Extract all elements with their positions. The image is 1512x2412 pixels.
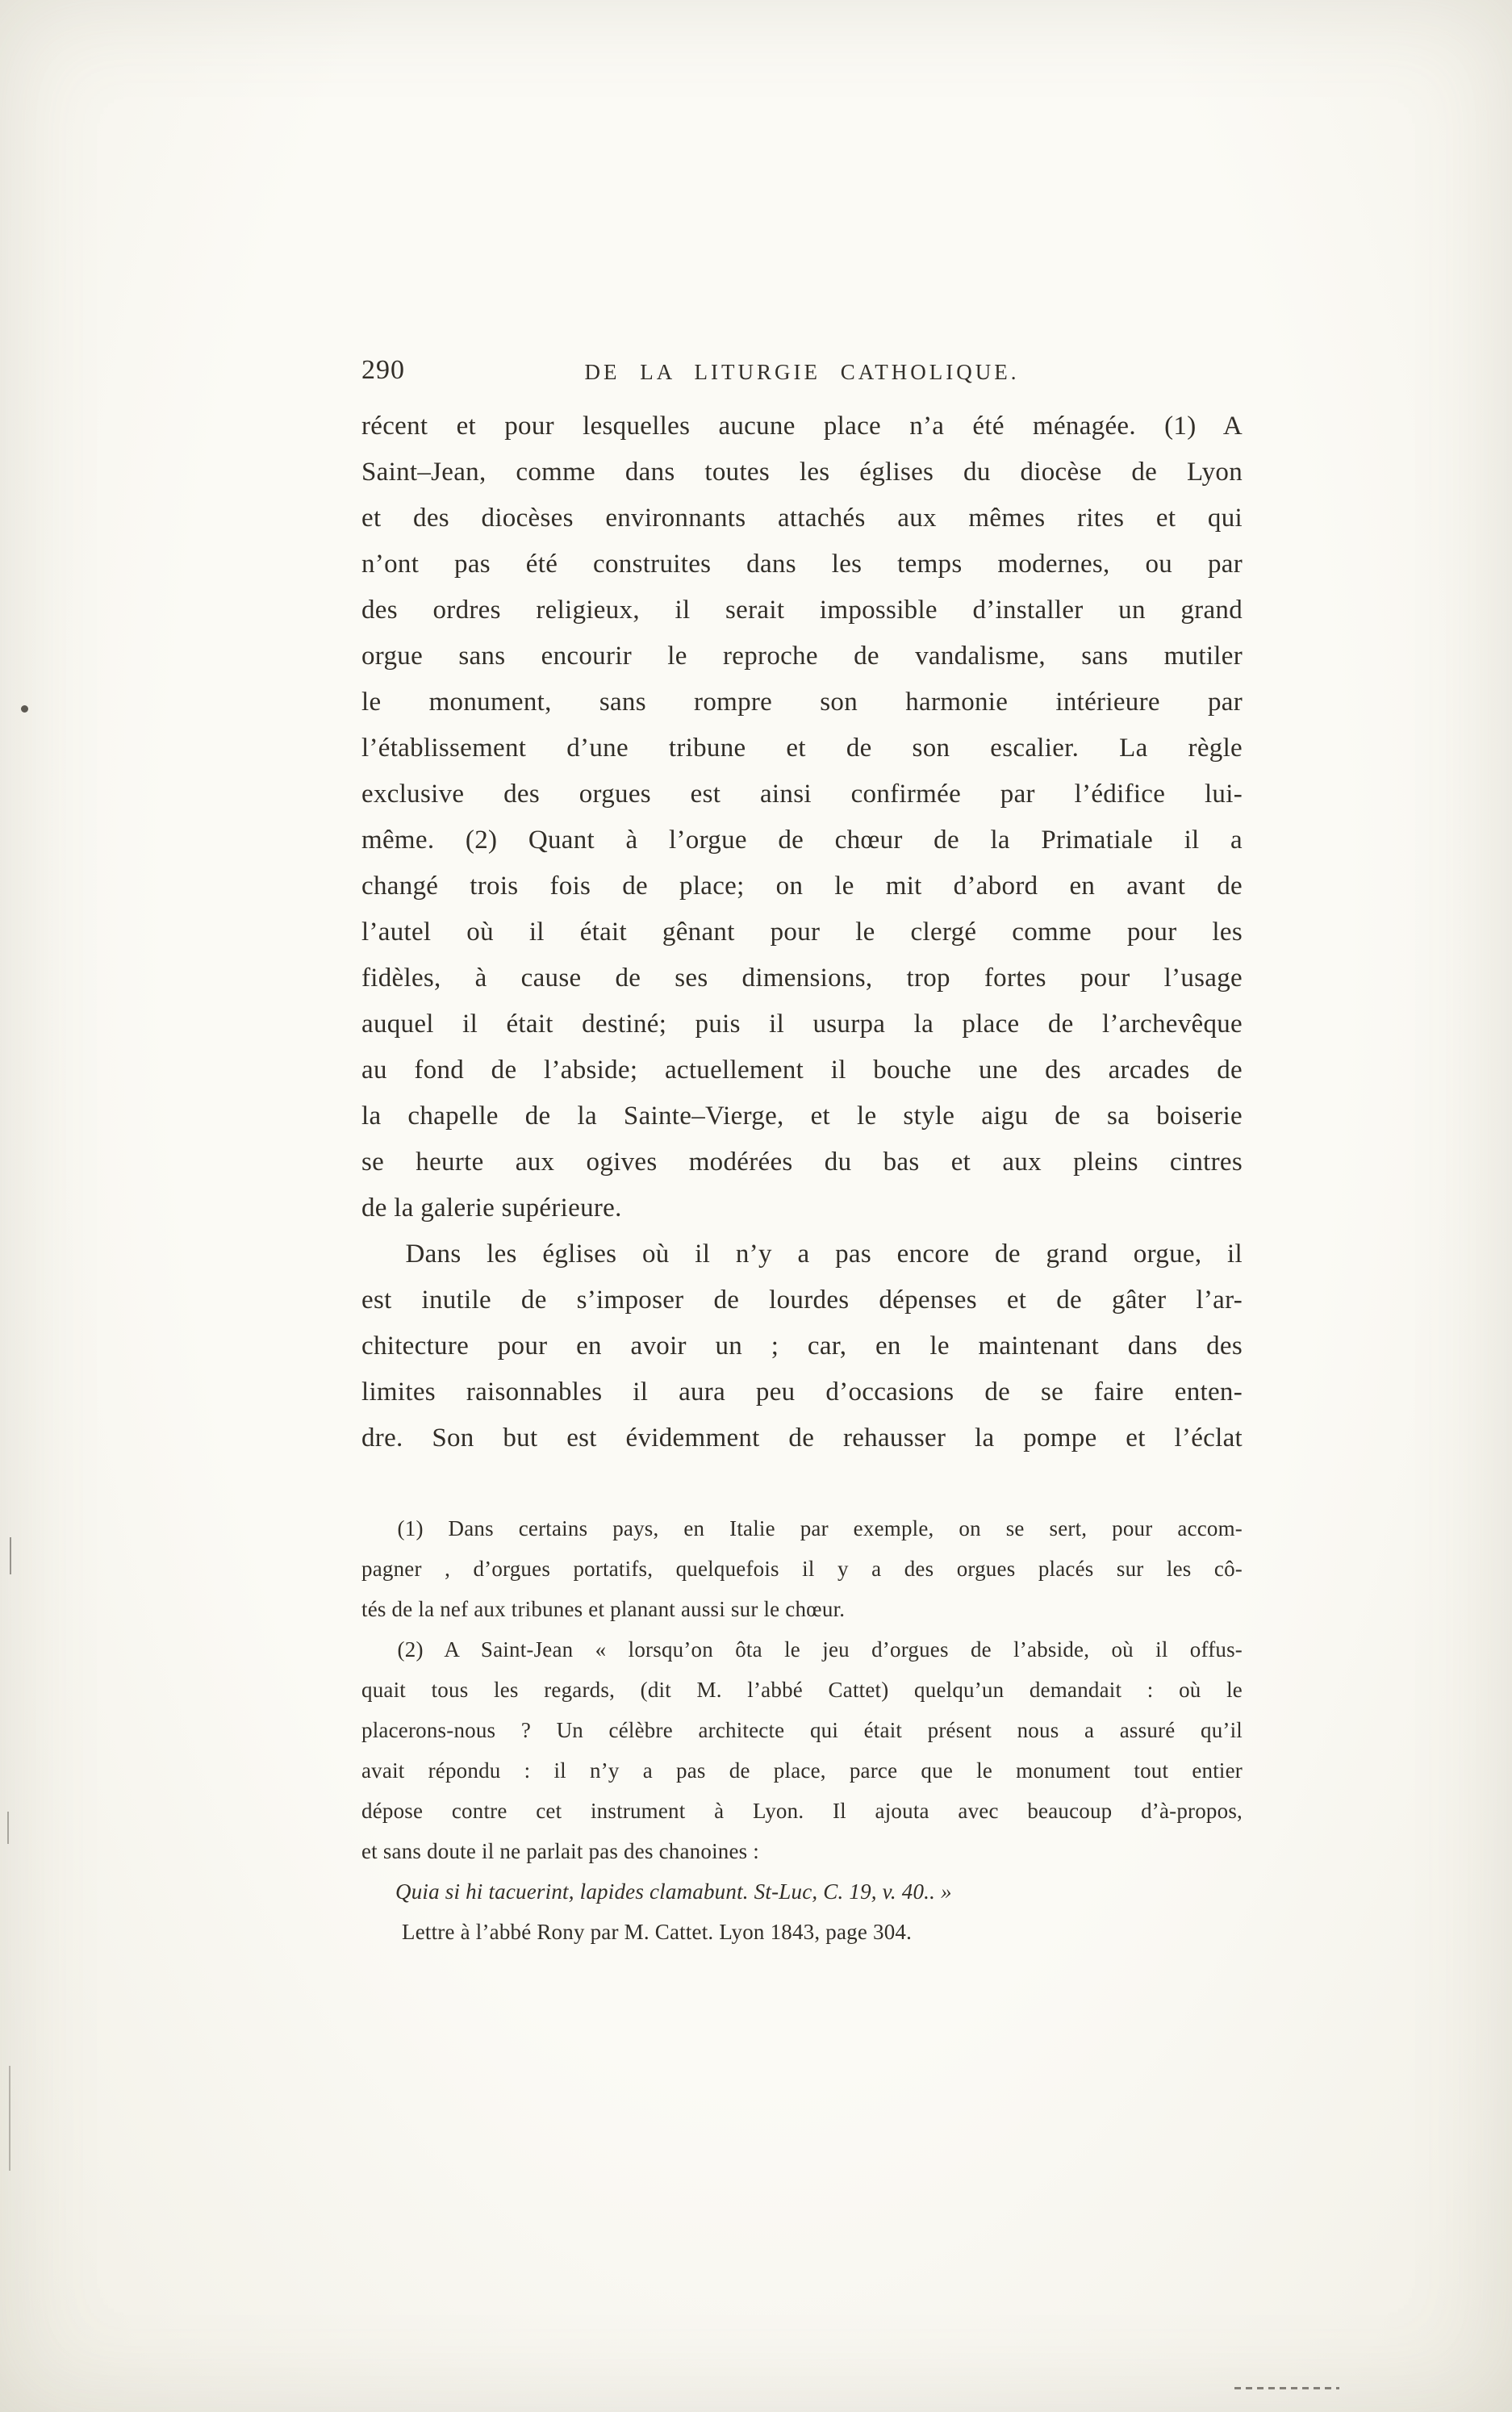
text-line: tés de la nef aux tribunes et planant aussi sur le chœur. [361, 1597, 846, 1621]
scan-margin-mark [9, 2066, 10, 2171]
footnote-source: Lettre à l’abbé Rony par M. Cattet. Lyon 1843, page 304. [402, 1920, 913, 1944]
text-line: (1) Dans certains pays, en Italie par exemple, on se sert, pour accom- [397, 1516, 1243, 1540]
body-paragraph-2 [361, 1231, 1243, 1461]
text-line: se heurte aux ogives modérées du bas et aux pleins cintres [361, 1147, 1243, 1177]
running-title: DE LA LITURGIE CATHOLIQUE. [584, 360, 1020, 384]
text-line: récent et pour lesquelles aucune place n’a été ménagée. (1) A [361, 412, 1243, 441]
text-line: changé trois fois de place; on le mit d’abord en avant de [361, 872, 1243, 901]
text-line: la chapelle de la Sainte–Vierge, et le style aigu de sa boiserie [361, 1101, 1243, 1131]
text-line: l’autel où il était gênant pour le clergé comme pour les [361, 918, 1243, 947]
text-line: chitecture pour en avoir un ; car, en le maintenant dans des [361, 1331, 1243, 1361]
text-line: dépose contre cet instrument à Lyon. Il ajouta avec beaucoup d’à-propos, [361, 1799, 1243, 1823]
text-line: Dans les églises où il n’y a pas encore de grand orgue, il [405, 1239, 1243, 1269]
scan-bottom-mark [1234, 2387, 1339, 2389]
page-number: 290 [361, 355, 405, 385]
text-line: au fond de l’abside; actuellement il bouche une des arcades de [361, 1056, 1243, 1085]
text-line: (2) A Saint-Jean « lorsqu’on ôta le jeu d’orgues de l’abside, où il offus- [397, 1637, 1243, 1662]
text-line: pagner , d’orgues portatifs, quelquefois il y a des orgues placés sur les cô- [361, 1557, 1243, 1581]
text-line: et sans doute il ne parlait pas des chanoines : [361, 1839, 760, 1863]
text-line: n’ont pas été construites dans les temps modernes, ou par [361, 550, 1243, 579]
text-line: dre. Son but est évidemment de rehausser la pompe et l’éclat [361, 1423, 1243, 1453]
footnotes [361, 1508, 1243, 1952]
footnote-2 [361, 1629, 1243, 1871]
scan-margin-mark [10, 1537, 11, 1574]
text-line: est inutile de s’imposer de lourdes dépenses et de gâter l’ar- [361, 1285, 1243, 1315]
text-line: placerons-nous ? Un célèbre architecte qui était présent nous a assuré qu’il [361, 1718, 1243, 1742]
footnote-quote [395, 1871, 1243, 1912]
text-line: quait tous les regards, (dit M. l’abbé Cattet) quelqu’un demandait : où le [361, 1678, 1243, 1702]
text-line: l’établissement d’une tribune et de son escalier. La règle [361, 734, 1243, 763]
text-line: limites raisonnables il aura peu d’occasions de se faire enten- [361, 1377, 1243, 1407]
text-line: fidèles, à cause de ses dimensions, trop fortes pour l’usage [361, 964, 1243, 993]
footnote-1 [361, 1508, 1243, 1629]
quote-reference: St-Luc, C. 19, v. 40.. » [748, 1879, 952, 1904]
text-block [361, 403, 1243, 1952]
text-line: des ordres religieux, il serait impossible d’installer un grand [361, 596, 1243, 625]
quote-latin-text: Quia si hi tacuerint, lapides clamabunt. [395, 1879, 749, 1904]
page-header [361, 355, 1243, 405]
text-line: orgue sans encourir le reproche de vandalisme, sans mutiler [361, 642, 1243, 671]
text-line: et des diocèses environnants attachés aux mêmes rites et qui [361, 504, 1243, 533]
scan-margin-mark [7, 1812, 9, 1844]
text-line: le monument, sans rompre son harmonie intérieure par [361, 688, 1243, 717]
text-line: avait répondu : il n’y a pas de place, parce que le monument tout entier [361, 1758, 1243, 1783]
body-paragraph-1 [361, 403, 1243, 1231]
scan-speck [21, 705, 28, 713]
text-line: de la galerie supérieure. [361, 1193, 622, 1223]
text-line: même. (2) Quant à l’orgue de chœur de la Primatiale il a [361, 826, 1243, 855]
text-line: exclusive des orgues est ainsi confirmée par l’édifice lui- [361, 780, 1243, 809]
text-line: Saint–Jean, comme dans toutes les églises du diocèse de Lyon [361, 458, 1243, 487]
text-line: auquel il était destiné; puis il usurpa la place de l’archevêque [361, 1010, 1243, 1039]
